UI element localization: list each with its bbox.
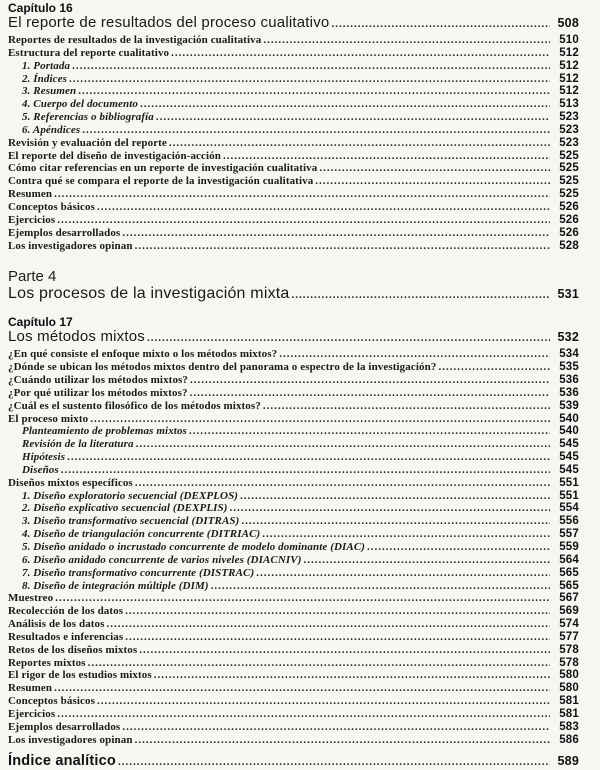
dot-leader [135, 477, 550, 489]
entry-title: El proceso mixto [8, 412, 89, 425]
entry-title: 3. Diseño transformativo secuencial (DITRAS) [22, 515, 240, 528]
entry-title: Conceptos básicos [8, 200, 95, 213]
entry-title: 4. Cuerpo del documento [22, 98, 138, 111]
dot-leader [256, 567, 550, 579]
page-number: 559 [559, 541, 579, 553]
page-number: 554 [559, 502, 579, 515]
entry-title: Planteamiento de problemas mixtos [22, 425, 187, 438]
dot-leader [279, 348, 550, 360]
dot-leader [125, 631, 550, 643]
page-number: 589 [557, 753, 579, 768]
toc-entry [8, 227, 579, 240]
toc-entry [8, 644, 579, 657]
entry-title: ¿Cuál es el sustento filosófico de los métodos mixtos? [8, 399, 261, 412]
chapter-label: Capítulo 17 [8, 315, 73, 330]
page-number: 512 [559, 46, 579, 59]
toc-entry [8, 162, 579, 175]
entry-title: ¿Dónde se ubican los métodos mixtos dentro del panorama o espectro de la investigación? [8, 361, 437, 374]
section-title: El reporte de resultados del proceso cualitativo [8, 15, 330, 31]
entry-title: Ejemplos desarrollados [8, 226, 121, 239]
entry-title: 1. Portada [22, 59, 71, 72]
entry-title: Reportes mixtos [8, 656, 86, 669]
entry-title: Los investigadores opinan [8, 239, 133, 252]
toc-entry [8, 374, 579, 387]
page-number: 536 [559, 386, 579, 399]
entry-title: El rigor de los estudios mixtos [8, 669, 152, 682]
entry-title: 5. Diseño anidado o incrustado concurrente de modelo dominante (DIAC) [22, 541, 366, 553]
toc-entry [8, 361, 579, 374]
dot-leader [303, 554, 550, 566]
page-number: 526 [559, 226, 579, 239]
page-number: 565 [559, 566, 579, 579]
page-number: 539 [559, 399, 579, 412]
part-label: Parte 4 [8, 268, 57, 286]
page-number: 574 [559, 618, 579, 631]
entry-title: Resumen [8, 682, 53, 695]
entry-title: Revisión y evaluación del reporte [8, 136, 167, 149]
entry-title: Estructura del reporte cualitativo [8, 46, 170, 59]
dot-leader [107, 618, 550, 630]
dot-leader [263, 34, 550, 46]
dot-leader [122, 721, 550, 733]
entry-title: ¿Por qué utilizar los métodos mixtos? [8, 386, 188, 399]
section-title-row-chapter [8, 15, 579, 31]
page-number: 510 [559, 34, 579, 46]
chapter-label: Capítulo 16 [8, 1, 73, 15]
dot-leader [171, 47, 550, 59]
toc-entry [8, 721, 579, 734]
toc-section-cap-tulo-17 [8, 316, 579, 746]
entry-title: Diseños [22, 463, 59, 476]
dot-leader [154, 669, 550, 681]
toc-entry [8, 438, 579, 451]
page-number: 581 [559, 695, 579, 708]
toc-entry [8, 451, 579, 464]
page-number: 523 [559, 111, 579, 124]
page-number: 540 [559, 412, 579, 425]
toc-entry [8, 657, 579, 670]
entry-title: Ejercicios [8, 707, 56, 720]
toc-entry [8, 413, 579, 426]
toc-entry [8, 515, 579, 528]
dot-leader [315, 175, 550, 187]
entry-title: El reporte del diseño de investigación-acción [8, 149, 221, 162]
page-number: 525 [559, 149, 579, 162]
dot-leader [169, 137, 550, 149]
entry-title: Retos de los diseños mixtos [8, 643, 138, 656]
toc-entry [8, 669, 579, 682]
page-number: 528 [559, 239, 579, 252]
toc-entry [8, 175, 579, 188]
dot-leader [72, 60, 550, 72]
dot-leader [67, 451, 550, 463]
entry-title: Resumen [8, 188, 53, 201]
toc-entry [8, 188, 579, 201]
dot-leader [82, 124, 550, 136]
toc-entry [8, 85, 579, 98]
entry-title: Conceptos básicos [8, 695, 95, 708]
dot-leader [156, 111, 550, 123]
page-number: 551 [559, 476, 579, 489]
page-number: 513 [559, 98, 579, 111]
dot-leader [135, 734, 550, 746]
page-number: 525 [559, 162, 579, 175]
toc-entry [8, 34, 579, 47]
page-number: 551 [559, 489, 579, 502]
dot-leader [139, 644, 550, 656]
page-number: 526 [559, 200, 579, 213]
toc-entry [8, 60, 579, 73]
toc-entry [8, 490, 579, 503]
toc-entry [8, 201, 579, 214]
page-number: 532 [557, 330, 579, 345]
entry-title: Diseños mixtos específicos [8, 476, 133, 489]
toc-entry [8, 605, 579, 618]
dot-leader [57, 708, 550, 720]
page-number: 540 [559, 425, 579, 438]
toc-entry [8, 618, 579, 631]
page-number: 535 [559, 361, 579, 374]
toc-entry [8, 387, 579, 400]
page-number: 580 [559, 682, 579, 695]
dot-leader [367, 541, 550, 553]
dot-leader [190, 387, 550, 399]
page-number: 536 [559, 374, 579, 387]
entry-title: 7. Diseño transformativo concurrente (DISTRAC) [22, 566, 255, 579]
dot-leader [135, 240, 550, 252]
toc-entry [8, 708, 579, 721]
dot-leader [211, 580, 550, 592]
entry-title: Hipótesis [22, 451, 66, 464]
entry-title: Cómo citar referencias en un reporte de investigación cualitativa [8, 162, 318, 175]
toc-entry [8, 567, 579, 580]
entry-title: Ejemplos desarrollados [8, 720, 121, 733]
entry-title: ¿Cuándo utilizar los métodos mixtos? [8, 374, 189, 387]
dot-leader [61, 464, 550, 476]
dot-leader [136, 438, 550, 450]
entry-title: Muestreo [8, 592, 54, 605]
section-title-row-chapter [8, 329, 579, 345]
toc-entry [8, 400, 579, 413]
page-number: 564 [559, 553, 579, 566]
entry-title: 1. Diseño exploratorio secuencial (DEXPLOS) [22, 489, 239, 502]
page-number: 545 [559, 463, 579, 476]
dot-leader [241, 515, 550, 527]
entry-title: Ejercicios [8, 213, 56, 226]
dot-leader [54, 188, 550, 200]
page-number: 569 [559, 605, 579, 618]
page-number: 565 [559, 579, 579, 592]
toc-entry [8, 47, 579, 60]
entry-title: 6. Apéndices [22, 123, 81, 136]
toc-entry [8, 477, 579, 490]
page-number: 523 [559, 136, 579, 149]
dot-leader [140, 98, 550, 110]
toc-entry [8, 682, 579, 695]
toc-entry [8, 214, 579, 227]
toc-entry [8, 137, 579, 150]
toc-entry [8, 554, 579, 567]
page-number: 545 [559, 438, 579, 451]
entry-title: 5. Referencias o bibliografía [22, 111, 154, 124]
entry-title: 6. Diseño anidado concurrente de varios niveles (DIACNIV) [22, 553, 302, 566]
entry-title: Análisis de los datos [8, 618, 105, 631]
entry-title: Los investigadores opinan [8, 733, 133, 746]
dot-leader [319, 162, 550, 174]
entry-title: Recolección de los datos [8, 605, 124, 618]
page-number: 583 [559, 720, 579, 733]
toc-entry [8, 528, 579, 541]
page-number: 508 [557, 16, 579, 30]
dot-leader [118, 753, 550, 765]
toc-entry [8, 580, 579, 593]
page-number: 557 [559, 528, 579, 541]
toc-entry [8, 631, 579, 644]
dot-leader [97, 201, 550, 213]
dot-leader [54, 682, 550, 694]
page-number: 545 [559, 451, 579, 464]
entry-title: Revisión de la literatura [22, 438, 134, 451]
section-title-row-part [8, 285, 579, 303]
dot-leader [78, 85, 550, 97]
dot-leader [240, 490, 550, 502]
dot-leader [147, 330, 550, 342]
toc-entry [8, 348, 579, 361]
page-number: 578 [559, 656, 579, 669]
toc-entry [8, 150, 579, 163]
toc-entry [8, 541, 579, 554]
page-number: 531 [557, 287, 579, 302]
dot-leader [262, 528, 550, 540]
entry-title: Resultados e inferencias [8, 630, 124, 643]
toc-entry [8, 240, 579, 253]
dot-leader [125, 605, 550, 617]
page-number: 556 [559, 515, 579, 528]
toc-entry [8, 734, 579, 747]
page-number: 577 [559, 630, 579, 643]
toc-section-cap-tulo-16 [8, 2, 579, 252]
toc-entry [8, 425, 579, 438]
dot-leader [292, 286, 550, 298]
page-number: 578 [559, 643, 579, 656]
entry-title: 2. Diseño explicativo secuencial (DEXPLIS) [22, 502, 228, 515]
dot-leader [55, 592, 550, 604]
page-number: 523 [559, 123, 579, 136]
page-number: 525 [559, 188, 579, 201]
toc-entry [8, 98, 579, 111]
dot-leader [190, 374, 550, 386]
dot-leader [223, 150, 550, 162]
section-title: Los métodos mixtos [8, 329, 145, 346]
toc-entry [8, 73, 579, 86]
dot-leader [97, 695, 550, 707]
entry-title: 8. Diseño de integración múltiple (DIM) [22, 579, 209, 592]
section-title: Índice analítico [8, 752, 116, 769]
entry-title: 3. Resumen [22, 85, 77, 98]
entry-title: Reportes de resultados de la investigación cualitativa [8, 34, 262, 46]
page-number: 586 [559, 733, 579, 746]
page-number: 526 [559, 213, 579, 226]
dot-leader [88, 657, 550, 669]
toc-entry [8, 111, 579, 124]
dot-leader [57, 214, 550, 226]
dot-leader [331, 16, 550, 28]
dot-leader [90, 413, 550, 425]
page-number: 525 [559, 175, 579, 188]
dot-leader [263, 400, 550, 412]
page-number: 534 [559, 348, 579, 361]
section-title: Los procesos de la investigación mixta [8, 285, 290, 303]
entry-title: Contra qué se compara el reporte de la investigación cualitativa [8, 175, 314, 188]
toc-section-parte-4 [8, 268, 579, 303]
toc-entry [8, 464, 579, 477]
toc-entry [8, 124, 579, 137]
page-number: 580 [559, 669, 579, 682]
dot-leader [230, 502, 550, 514]
page-number: 581 [559, 707, 579, 720]
page-number: 512 [559, 72, 579, 85]
dot-leader [189, 425, 550, 437]
dot-leader [122, 227, 550, 239]
dot-leader [438, 361, 550, 373]
page-number: 512 [559, 59, 579, 72]
toc-entry [8, 592, 579, 605]
toc-entry [8, 695, 579, 708]
page-number: 567 [559, 592, 579, 605]
dot-leader [69, 73, 550, 85]
entry-title: 4. Diseño de triangulación concurrente (DITRIAC) [22, 528, 261, 541]
toc-entry [8, 502, 579, 515]
page-number: 512 [559, 85, 579, 98]
entry-title: 2. Índices [22, 72, 67, 85]
entry-title: ¿En qué consiste el enfoque mixto o los métodos mixtos? [8, 348, 278, 361]
